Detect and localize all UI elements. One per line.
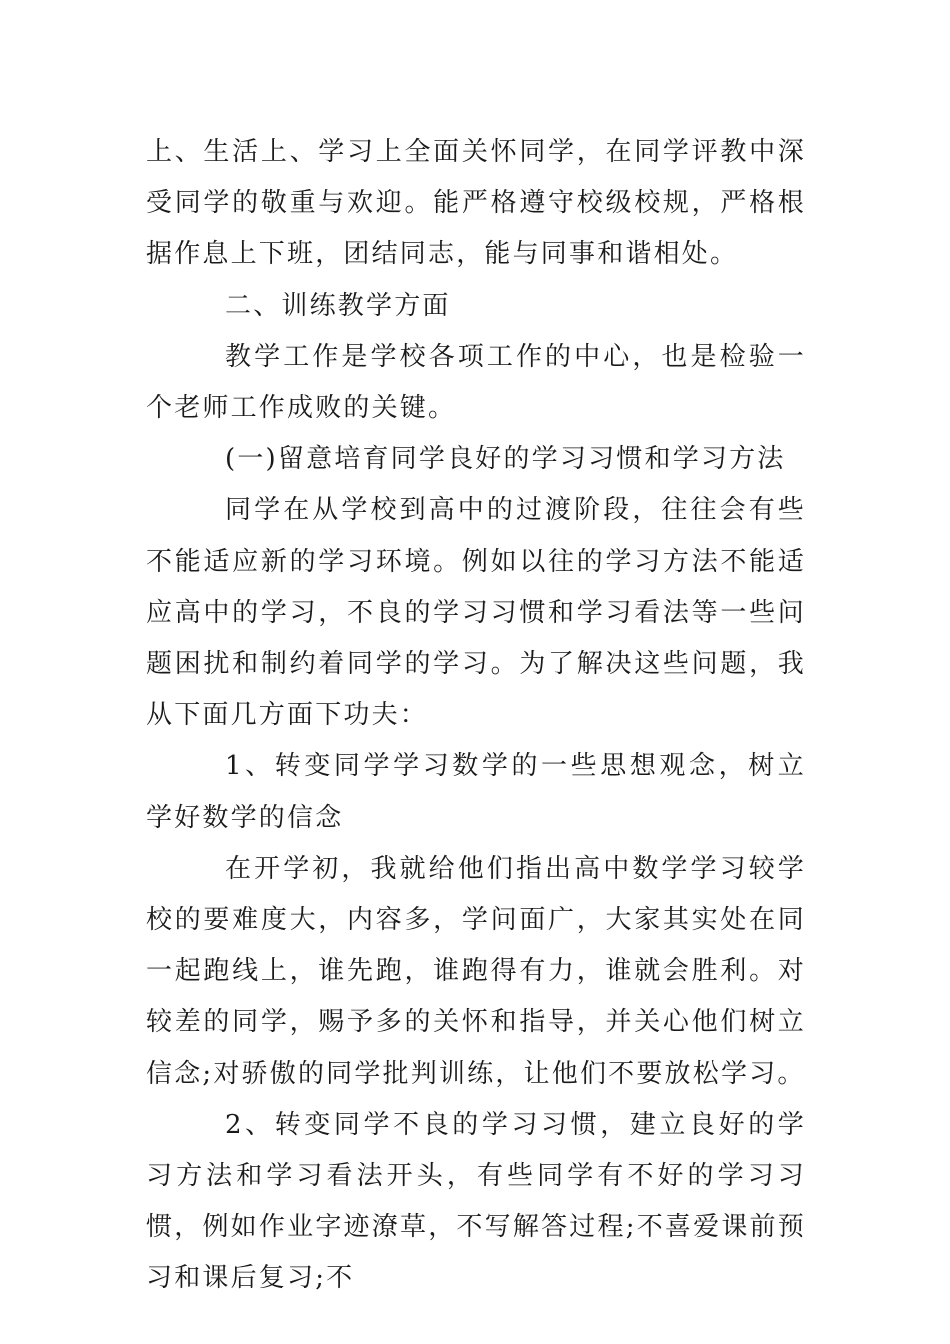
paragraph-continuation: 上、生活上、学习上全面关怀同学，在同学评教中深受同学的敬重与欢迎。能严格遵守校级校规，严格根据作息上下班，团结同志，能与同事和谐相处。 — [146, 137, 806, 270]
subsection-heading: (一)留意培育同学良好的学习习惯和学习方法 — [225, 444, 786, 475]
document-body — [146, 127, 806, 1305]
numbered-point: 1、转变同学学习数学的一些思想观念，树立学好数学的信念 — [146, 751, 806, 833]
section-heading: 二、训练教学方面 — [225, 290, 451, 321]
paragraph: 教学工作是学校各项工作的中心，也是检验一个老师工作成败的关键。 — [146, 341, 806, 424]
numbered-point: 2、转变同学不良的学习习惯，建立良好的学习方法和学习看法开头，有些同学有不好的学习习惯，例如作业字迹潦草，不写解答过程;不喜爱课前预习和课后复习;不 — [146, 1109, 806, 1294]
paragraph: 在开学初，我就给他们指出高中数学学习较学校的要难度大，内容多，学问面广，大家其实处在同一起跑线上，谁先跑，谁跑得有力，谁就会胜利。对较差的同学，赐予多的关怀和指导，并关心他们树立信念;对骄傲的同学批判训练，让他们不要放松学习。 — [146, 853, 806, 1089]
paragraph: 同学在从学校到高中的过渡阶段，往往会有些不能适应新的学习环境。例如以往的学习方法不能适应高中的学习，不良的学习习惯和学习看法等一些问题困扰和制约着同学的学习。为了解决这些问题，我从下面几方面下功夫： — [146, 495, 806, 731]
